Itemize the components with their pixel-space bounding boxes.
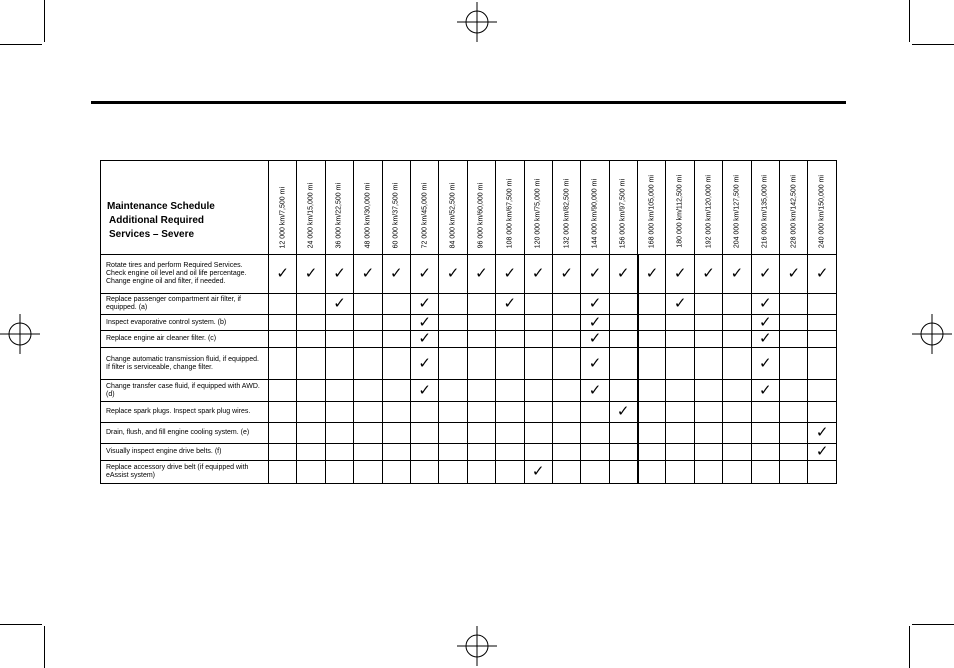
table-header-row [101, 161, 837, 255]
table-row [101, 331, 837, 348]
crop-mark [909, 0, 910, 42]
check-mark-icon: ✓ [325, 294, 353, 315]
check-mark-icon: ✓ [581, 331, 609, 348]
crop-mark [912, 44, 954, 45]
empty-cell [325, 402, 353, 423]
empty-cell [496, 348, 524, 380]
empty-cell [410, 402, 438, 423]
empty-cell [524, 315, 552, 331]
empty-cell [609, 423, 637, 444]
empty-cell [694, 315, 722, 331]
empty-cell [439, 444, 467, 461]
check-mark-icon: ✓ [496, 294, 524, 315]
empty-cell [410, 423, 438, 444]
header-rule [91, 101, 846, 104]
empty-cell [638, 461, 666, 484]
interval-header [694, 161, 722, 255]
empty-cell [439, 315, 467, 331]
interval-header [467, 161, 495, 255]
empty-cell [581, 444, 609, 461]
service-description: Inspect evaporative control system. (b) [101, 315, 269, 331]
check-mark-icon: ✓ [808, 255, 836, 294]
empty-cell [439, 380, 467, 402]
crop-mark [0, 44, 42, 45]
empty-cell [723, 402, 751, 423]
empty-cell [297, 461, 325, 484]
empty-cell [552, 423, 580, 444]
empty-cell [467, 461, 495, 484]
empty-cell [694, 461, 722, 484]
empty-cell [666, 461, 694, 484]
interval-label: 108 000 km/67,500 mi [506, 178, 514, 248]
empty-cell [780, 402, 808, 423]
empty-cell [269, 461, 297, 484]
empty-cell [439, 348, 467, 380]
interval-label: 216 000 km/135,000 mi [761, 174, 769, 248]
empty-cell [694, 402, 722, 423]
empty-cell [382, 423, 410, 444]
registration-mark-icon [0, 314, 40, 354]
check-mark-icon: ✓ [354, 255, 382, 294]
empty-cell [354, 380, 382, 402]
table-row [101, 380, 837, 402]
empty-cell [780, 423, 808, 444]
title-line: Services – Severe [109, 229, 195, 240]
service-description: Replace spark plugs. Inspect spark plug wires. [101, 402, 269, 423]
empty-cell [780, 348, 808, 380]
empty-cell [751, 461, 779, 484]
empty-cell [751, 423, 779, 444]
empty-cell [666, 348, 694, 380]
empty-cell [751, 402, 779, 423]
empty-cell [723, 423, 751, 444]
empty-cell [354, 461, 382, 484]
empty-cell [581, 423, 609, 444]
empty-cell [609, 315, 637, 331]
interval-label: 24 000 km/15,000 mi [307, 182, 315, 248]
empty-cell [439, 331, 467, 348]
interval-header [496, 161, 524, 255]
interval-header [297, 161, 325, 255]
empty-cell [354, 444, 382, 461]
interval-label: 240 000 km/150,000 mi [818, 174, 826, 248]
empty-cell [552, 331, 580, 348]
interval-label: 156 000 km/97,500 mi [619, 178, 627, 248]
check-mark-icon: ✓ [410, 294, 438, 315]
empty-cell [325, 331, 353, 348]
interval-header [638, 161, 666, 255]
empty-cell [297, 444, 325, 461]
empty-cell [808, 331, 836, 348]
registration-mark-icon [457, 626, 497, 666]
interval-label: 168 000 km/105,000 mi [648, 174, 656, 248]
empty-cell [723, 331, 751, 348]
check-mark-icon: ✓ [751, 315, 779, 331]
check-mark-icon: ✓ [751, 294, 779, 315]
empty-cell [269, 444, 297, 461]
empty-cell [269, 315, 297, 331]
empty-cell [496, 444, 524, 461]
empty-cell [694, 423, 722, 444]
empty-cell [638, 402, 666, 423]
check-mark-icon: ✓ [496, 255, 524, 294]
empty-cell [382, 380, 410, 402]
empty-cell [694, 348, 722, 380]
table-row [101, 348, 837, 380]
empty-cell [354, 423, 382, 444]
empty-cell [382, 348, 410, 380]
empty-cell [496, 380, 524, 402]
check-mark-icon: ✓ [524, 461, 552, 484]
empty-cell [354, 331, 382, 348]
crop-mark [44, 0, 45, 42]
empty-cell [723, 315, 751, 331]
check-mark-icon: ✓ [410, 255, 438, 294]
empty-cell [496, 423, 524, 444]
check-mark-icon: ✓ [269, 255, 297, 294]
empty-cell [467, 402, 495, 423]
empty-cell [666, 380, 694, 402]
table-row [101, 402, 837, 423]
empty-cell [808, 294, 836, 315]
service-description: Change automatic transmission fluid, if equipped. If filter is serviceable, change filter. [101, 348, 269, 380]
empty-cell [269, 331, 297, 348]
check-mark-icon: ✓ [581, 294, 609, 315]
empty-cell [780, 315, 808, 331]
empty-cell [297, 294, 325, 315]
empty-cell [325, 315, 353, 331]
title-line: Maintenance Schedule [107, 201, 215, 212]
interval-header [723, 161, 751, 255]
interval-header [524, 161, 552, 255]
empty-cell [808, 402, 836, 423]
empty-cell [297, 423, 325, 444]
empty-cell [524, 444, 552, 461]
empty-cell [524, 380, 552, 402]
table-row [101, 315, 837, 331]
registration-mark-icon [912, 314, 952, 354]
empty-cell [325, 423, 353, 444]
service-description: Replace accessory drive belt (if equipped with eAssist system) [101, 461, 269, 484]
empty-cell [297, 315, 325, 331]
empty-cell [694, 294, 722, 315]
interval-header [382, 161, 410, 255]
empty-cell [382, 402, 410, 423]
empty-cell [723, 461, 751, 484]
empty-cell [354, 402, 382, 423]
interval-header [410, 161, 438, 255]
empty-cell [496, 402, 524, 423]
check-mark-icon: ✓ [609, 255, 637, 294]
empty-cell [467, 444, 495, 461]
interval-label: 132 000 km/82,500 mi [563, 178, 571, 248]
interval-header [269, 161, 297, 255]
empty-cell [269, 294, 297, 315]
empty-cell [439, 461, 467, 484]
check-mark-icon: ✓ [410, 315, 438, 331]
check-mark-icon: ✓ [581, 348, 609, 380]
check-mark-icon: ✓ [581, 380, 609, 402]
empty-cell [581, 402, 609, 423]
empty-cell [297, 380, 325, 402]
crop-mark [912, 624, 954, 625]
interval-label: 144 000 km/90,000 mi [591, 178, 599, 248]
table-row [101, 294, 837, 315]
check-mark-icon: ✓ [410, 348, 438, 380]
interval-label: 60 000 km/37,500 mi [392, 182, 400, 248]
empty-cell [269, 380, 297, 402]
check-mark-icon: ✓ [410, 380, 438, 402]
empty-cell [638, 423, 666, 444]
empty-cell [780, 331, 808, 348]
empty-cell [666, 423, 694, 444]
check-mark-icon: ✓ [581, 315, 609, 331]
interval-header [751, 161, 779, 255]
empty-cell [552, 315, 580, 331]
interval-label: 120 000 km/75,000 mi [534, 178, 542, 248]
check-mark-icon: ✓ [581, 255, 609, 294]
empty-cell [382, 315, 410, 331]
interval-label: 180 000 km/112,500 mi [676, 175, 684, 248]
empty-cell [723, 348, 751, 380]
interval-header [808, 161, 836, 255]
empty-cell [524, 402, 552, 423]
service-description: Change transfer case fluid, if equipped with AWD. (d) [101, 380, 269, 402]
empty-cell [467, 423, 495, 444]
interval-header [666, 161, 694, 255]
empty-cell [780, 294, 808, 315]
empty-cell [638, 331, 666, 348]
empty-cell [354, 315, 382, 331]
empty-cell [694, 380, 722, 402]
interval-header [354, 161, 382, 255]
service-description: Visually inspect engine drive belts. (f) [101, 444, 269, 461]
empty-cell [808, 461, 836, 484]
empty-cell [666, 315, 694, 331]
check-mark-icon: ✓ [609, 402, 637, 423]
empty-cell [382, 444, 410, 461]
empty-cell [609, 461, 637, 484]
empty-cell [808, 315, 836, 331]
empty-cell [325, 461, 353, 484]
registration-mark-icon [457, 2, 497, 42]
crop-mark [44, 626, 45, 668]
check-mark-icon: ✓ [723, 255, 751, 294]
empty-cell [354, 294, 382, 315]
check-mark-icon: ✓ [325, 255, 353, 294]
empty-cell [638, 380, 666, 402]
interval-header [325, 161, 353, 255]
empty-cell [325, 348, 353, 380]
empty-cell [780, 380, 808, 402]
interval-header [439, 161, 467, 255]
empty-cell [524, 423, 552, 444]
empty-cell [609, 444, 637, 461]
crop-mark [909, 626, 910, 668]
interval-header [609, 161, 637, 255]
empty-cell [666, 402, 694, 423]
empty-cell [382, 331, 410, 348]
table-title [101, 161, 269, 255]
empty-cell [638, 348, 666, 380]
table-row [101, 444, 837, 461]
interval-label: 84 000 km/52,500 mi [449, 182, 457, 248]
empty-cell [638, 315, 666, 331]
check-mark-icon: ✓ [751, 348, 779, 380]
interval-header [581, 161, 609, 255]
empty-cell [467, 380, 495, 402]
check-mark-icon: ✓ [638, 255, 666, 294]
interval-label: 36 000 km/22,500 mi [335, 182, 343, 248]
check-mark-icon: ✓ [666, 255, 694, 294]
empty-cell [638, 294, 666, 315]
check-mark-icon: ✓ [524, 255, 552, 294]
empty-cell [269, 402, 297, 423]
interval-label: 72 000 km/45,000 mi [421, 182, 429, 248]
empty-cell [467, 348, 495, 380]
empty-cell [325, 444, 353, 461]
empty-cell [723, 380, 751, 402]
maintenance-schedule-table [100, 160, 837, 484]
empty-cell [808, 348, 836, 380]
empty-cell [496, 461, 524, 484]
check-mark-icon: ✓ [382, 255, 410, 294]
empty-cell [467, 331, 495, 348]
table-row [101, 423, 837, 444]
empty-cell [694, 444, 722, 461]
check-mark-icon: ✓ [808, 444, 836, 461]
empty-cell [524, 294, 552, 315]
empty-cell [552, 348, 580, 380]
empty-cell [382, 294, 410, 315]
empty-cell [297, 348, 325, 380]
check-mark-icon: ✓ [780, 255, 808, 294]
check-mark-icon: ✓ [467, 255, 495, 294]
empty-cell [439, 402, 467, 423]
check-mark-icon: ✓ [751, 380, 779, 402]
service-description: Drain, flush, and fill engine cooling system. (e) [101, 423, 269, 444]
empty-cell [581, 461, 609, 484]
empty-cell [297, 331, 325, 348]
check-mark-icon: ✓ [552, 255, 580, 294]
empty-cell [609, 348, 637, 380]
empty-cell [269, 423, 297, 444]
empty-cell [609, 331, 637, 348]
interval-label: 204 000 km/127,500 mi [733, 174, 741, 248]
empty-cell [609, 380, 637, 402]
check-mark-icon: ✓ [808, 423, 836, 444]
empty-cell [694, 331, 722, 348]
check-mark-icon: ✓ [439, 255, 467, 294]
empty-cell [808, 380, 836, 402]
check-mark-icon: ✓ [694, 255, 722, 294]
empty-cell [410, 444, 438, 461]
crop-mark [0, 624, 42, 625]
table-row [101, 461, 837, 484]
empty-cell [552, 461, 580, 484]
empty-cell [410, 461, 438, 484]
interval-label: 192 000 km/120,000 mi [705, 174, 713, 248]
empty-cell [666, 444, 694, 461]
empty-cell [382, 461, 410, 484]
empty-cell [297, 402, 325, 423]
empty-cell [666, 331, 694, 348]
table-row [101, 255, 837, 294]
service-description: Replace passenger compartment air filter, if equipped. (a) [101, 294, 269, 315]
empty-cell [552, 402, 580, 423]
check-mark-icon: ✓ [751, 255, 779, 294]
empty-cell [439, 423, 467, 444]
title-line: Additional Required [109, 215, 204, 226]
interval-label: 12 000 km/7,500 mi [279, 186, 287, 248]
empty-cell [354, 348, 382, 380]
check-mark-icon: ✓ [751, 331, 779, 348]
interval-label: 228 000 km/142,500 mi [790, 174, 798, 248]
empty-cell [467, 315, 495, 331]
empty-cell [524, 331, 552, 348]
check-mark-icon: ✓ [666, 294, 694, 315]
service-description: Rotate tires and perform Required Services. Check engine oil level and oil life percentage. Change engine oil and filter, if needed. [101, 255, 269, 294]
interval-header [780, 161, 808, 255]
empty-cell [467, 294, 495, 315]
empty-cell [552, 444, 580, 461]
empty-cell [780, 461, 808, 484]
interval-label: 48 000 km/30,000 mi [364, 182, 372, 248]
empty-cell [439, 294, 467, 315]
empty-cell [524, 348, 552, 380]
empty-cell [780, 444, 808, 461]
empty-cell [269, 348, 297, 380]
empty-cell [552, 380, 580, 402]
empty-cell [723, 294, 751, 315]
check-mark-icon: ✓ [297, 255, 325, 294]
check-mark-icon: ✓ [410, 331, 438, 348]
empty-cell [325, 380, 353, 402]
interval-label: 96 000 km/60,000 mi [477, 182, 485, 248]
empty-cell [723, 444, 751, 461]
empty-cell [609, 294, 637, 315]
empty-cell [552, 294, 580, 315]
empty-cell [496, 315, 524, 331]
empty-cell [751, 444, 779, 461]
empty-cell [496, 331, 524, 348]
service-description: Replace engine air cleaner filter. (c) [101, 331, 269, 348]
empty-cell [638, 444, 666, 461]
interval-header [552, 161, 580, 255]
